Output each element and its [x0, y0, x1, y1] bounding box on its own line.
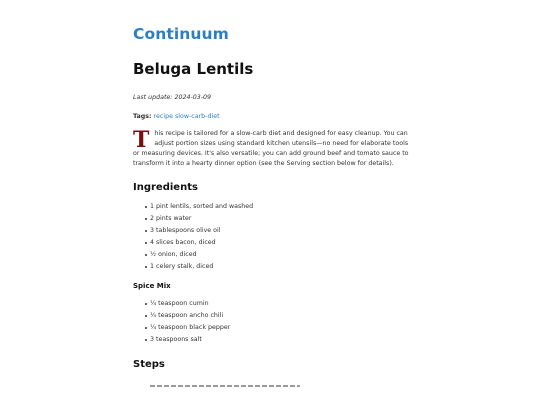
spice-mix-list [133, 298, 413, 346]
list-item: ¼ teaspoon black pepper [150, 322, 413, 334]
tag-link-slow-carb-diet[interactable]: slow-carb-diet [174, 113, 220, 120]
list-item: ¼ teaspoon cumin [150, 298, 413, 310]
tag-link-recipe[interactable]: recipe [153, 113, 173, 120]
intro-text: his recipe is tailored for a slow-carb diet and designed for easy cleanup. You can adjust portion sizes using standard kitchen utensils—no need for elaborate tools or measuring devices. It's also versatile; you can add ground beef and tomato sauce to transform it into a hearty dinner option (see the Serving section below for details). [133, 130, 409, 167]
list-item: 3 tablespoons olive oil [150, 225, 413, 237]
last-update-date: 2024-03-09 [174, 94, 212, 101]
steps-heading: Steps [133, 359, 165, 370]
ingredients-list [133, 201, 413, 273]
intro-paragraph [133, 129, 413, 169]
steps-list-cutoff [133, 382, 413, 387]
spice-mix-heading: Spice Mix [133, 282, 171, 290]
list-item: 1 pint lentils, sorted and washed [150, 201, 413, 213]
tags [133, 112, 413, 121]
list-item: 2 pints water [150, 213, 413, 225]
list-item: 4 slices bacon, diced [150, 237, 413, 249]
page-title: Beluga Lentils [133, 60, 254, 78]
list-item-cutoff [150, 385, 300, 387]
tags-label: Tags: [133, 113, 152, 120]
site-logo[interactable]: Continuum [133, 25, 229, 43]
list-item: ¼ teaspoon ancho chili [150, 310, 413, 322]
drop-cap: T [133, 127, 150, 153]
list-item: 1 celery stalk, diced [150, 261, 413, 273]
last-update-label: Last update: [133, 94, 173, 101]
list-item: ½ onion, diced [150, 249, 413, 261]
last-update [133, 93, 413, 102]
list-item: 3 teaspoons salt [150, 334, 413, 346]
article-content [133, 24, 413, 387]
ingredients-heading: Ingredients [133, 182, 198, 193]
